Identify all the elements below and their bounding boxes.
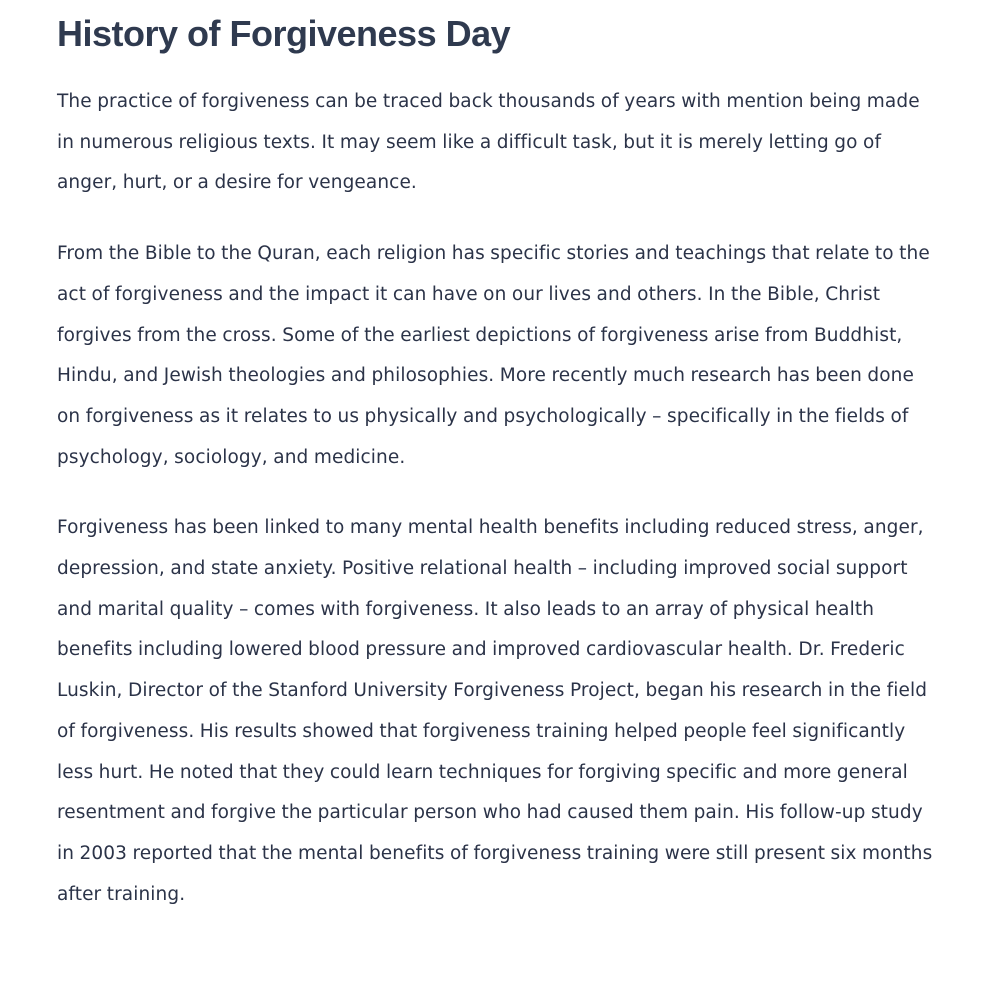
paragraph-health-benefits: Forgiveness has been linked to many mental health benefits including reduced stress, anger, depression, and state anxiety. Positive relational health – including improved social support and marital quality – comes with forgiveness. It also leads to an array of physical health benefits including lowered blood pressure and improved cardiovascular health. Dr. Frederic Luskin, Director of the Stanford University Forgiveness Project, began his research in the field of forgiveness. His results showed that forgiveness training helped people feel significantly less hurt. He noted that they could learn techniques for forgiving specific and more general resentment and forgive the particular person who had caused them pain. His follow-up study in 2003 reported that the mental benefits of forgiveness training were still present six months after training. <box>57 517 933 905</box>
page-title: History of Forgiveness Day <box>57 13 511 54</box>
article-content <box>57 0 939 915</box>
paragraph-religious-origins: From the Bible to the Quran, each religion has specific stories and teachings that relate to the act of forgiveness and the impact it can have on our lives and others. In the Bible, Christ forgives from the cross. Some of the earliest depictions of forgiveness arise from Buddhist, Hindu, and Jewish theologies and philosophies. More recently much research has been done on forgiveness as it relates to us physically and psychologically – specifically in the fields of psychology, sociology, and medicine. <box>57 243 930 468</box>
paragraph-history-intro: The practice of forgiveness can be traced back thousands of years with mention being made in numerous religious texts. It may seem like a difficult task, but it is merely letting go of anger, hurt, or a desire for vengeance. <box>57 91 920 194</box>
